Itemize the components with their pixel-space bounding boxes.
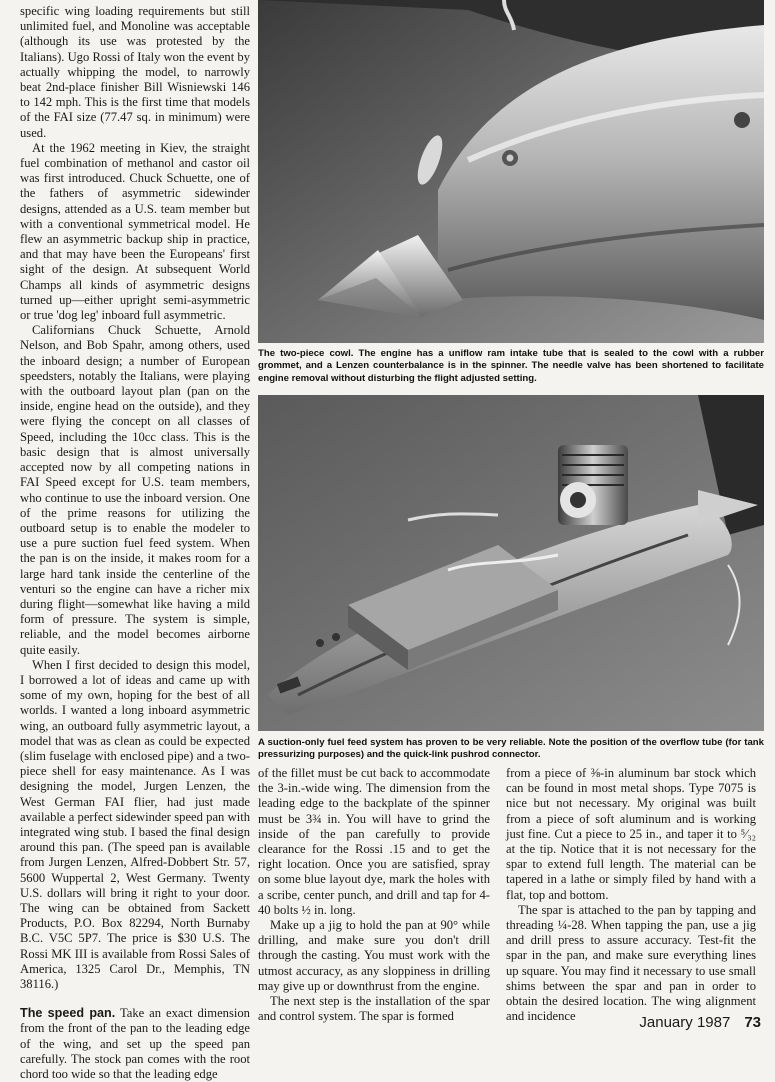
page-number: 73: [744, 1014, 761, 1031]
body-paragraph: At the 1962 meeting in Kiev, the straight fuel combination of methanol and castor oil was first introduced. Chuck Schuette, one of the fathers of asymmetric sidewinder designs, attended as a U.S. team member but with a conventional symmetrical model. He flew an asymmetric backup ship in practice, and that may have been the Europeans' first sight of the design. At subsequent World Champs all kinds of asymmetric designs turned up—either upright semi-asymmetric or true 'dog leg' inboard full asymmetric.: [20, 140, 250, 323]
engine-pan-photo-caption: A suction-only fuel feed system has proven to be very reliable. Note the position of the overflow tube (for tank pressurizing purposes) and the quick-link pushrod connector.: [258, 737, 764, 761]
engine-pan-photo: [258, 395, 764, 731]
middle-column: [258, 766, 490, 1024]
body-paragraph: Californians Chuck Schuette, Arnold Nelson, and Bob Spahr, among others, used the inboard design; a number of European speedsters, notably the Italians, were playing with the outboard layout plan (pan on the inside, engine head on the outside), and they were flying the concept on all classes of Speed, including the 10cc class. This is the basic design that is almost universally accepted now by all competing nations in FAI Speed except for U.S. team members, who continue to use the inboard version. One of the prime reasons for utilizing the outboard setup is to enable the modeler to use a pure suction fuel feed system. When the pan is on the inside, it makes room for a large hard tank inside the centerline of the venturi so the engine can have a richer mix during flight—somewhat like having a mild form of pressure. The system is simple, reliable, and the model becomes airborne quite easily.: [20, 323, 250, 657]
body-paragraph: When I first decided to design this model, I borrowed a lot of ideas and came up with some of my own, hoping for the best of all worlds. I wanted a long inboard asymmetric wing, an outboard fully asymmetric layout, a model that was as clean as could be expected (slim fuselage with enclosed pipe) and a two-piece shell for easy maintenance. As I was designing the model, Jurgen Lenzen, the West German FAI flier, had just made available a perfect sidewinder speed pan with integrated wing stub. I based the final design around this pan. (The speed pan is available from Jurgen Lenzen, Alfred-Dobbert Str. 57, 5600 Wuppertal 2, West Germany. Twenty U.S. dollars will bring it right to your door. The wing can be obtained from Sackett Products, P.O. Box 82294, North Burnaby B.C. V5C 5P7. The price is $30 U.S. The Rossi MK III is available from Rossi Sales of America, 1325 Carol Dr., Memphis, TN 38116.): [20, 657, 250, 991]
body-paragraph: of the fillet must be cut back to accommodate the 3-in.-wide wing. The dimension from the leading edge to the backplate of the spinner must be 3¾ in. You will have to grind the inside of the pan carefully to provide clearance for the Rossi .15 and to get the right location. Once you are satisfied, spray on some blue layout dye, mark the holes with a scribe, center punch, and drill and tap for 4-40 bolts ½ in. long.: [258, 766, 490, 917]
cowl-photo-caption: The two-piece cowl. The engine has a uniflow ram intake tube that is sealed to the cowl with a rubber grommet, and a Lenzen counterbalance is in the spinner. The needle valve has been shortened to facilitate engine removal without disturbing the flight adjusted setting.: [258, 348, 764, 384]
body-paragraph: Make up a jig to hold the pan at 90° while drilling, and make sure you don't drill through the casting. You must work with the utmost accuracy, as any sloppiness in drilling may give up or downthrust from the engine.: [258, 918, 490, 993]
body-paragraph: specific wing loading requirements but still unlimited fuel, and Monoline was acceptable (although its use was protested by the Italians). Ugo Rossi of Italy won the event by actually whipping the model, to narrowly beat 2nd-place finisher Bill Wisniewski 146 to 142 mph. This is the first time that models of the FAI size (77.47 sq. in minimum) were used.: [20, 4, 250, 140]
cowl-photo: [258, 0, 764, 343]
section-paragraph: [20, 1006, 250, 1082]
section-text: Take an exact dimension from the front of the pan to the leading edge of the wing, and set up the speed pan carefully. The stock pan comes with the root chord too wide so that the leading edge: [20, 1006, 250, 1082]
right-column: [506, 766, 756, 1024]
page-footer: [639, 1014, 761, 1031]
body-paragraph: from a piece of ⅜-in aluminum bar stock which can be found in most metal shops. Type 7075 is nice but not necessary. My original was built from a piece of soft aluminum and is working just fine. Cut a piece to 25 in., and taper it to ⁵⁄₃₂ at the tip. Notice that it is not necessary for the spar to extend full length. The material can be tapered in a lathe or simply filed by hand with a flat, top and bottom.: [506, 766, 756, 902]
body-paragraph: The spar is attached to the pan by tapping and threading ¼-28. When tapping the pan, use a jig and drill press to assure accuracy. Test-fit the spar in the pan, and make sure everything lines up square. You may find it necessary to use small shims between the spar and pan in order to obtain the desired location. The wing alignment and incidence: [506, 902, 756, 1024]
issue-date: January 1987: [639, 1014, 731, 1031]
body-paragraph: The next step is the installation of the spar and control system. The spar is formed: [258, 994, 490, 1024]
left-column: [20, 4, 250, 1082]
section-heading: The speed pan.: [20, 1006, 116, 1021]
